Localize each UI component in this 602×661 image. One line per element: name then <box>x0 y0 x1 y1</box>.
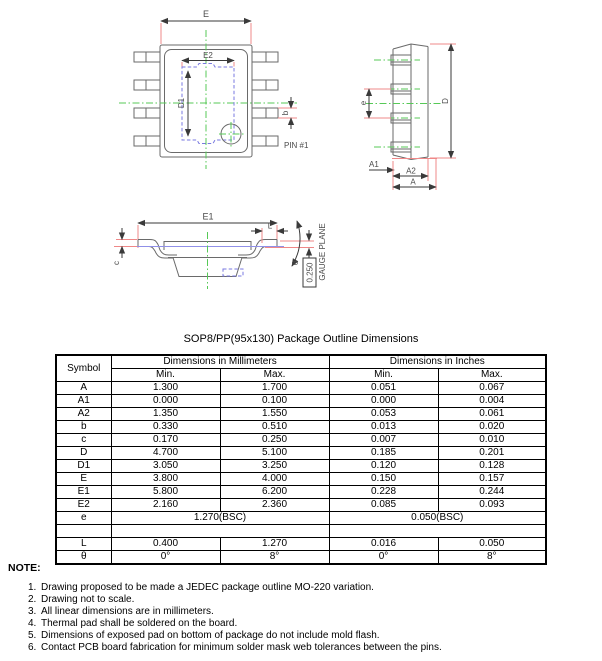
header-symbol: Symbol <box>56 355 111 382</box>
value-cell: 3.250 <box>220 460 329 473</box>
table-row <box>56 499 546 512</box>
header-in-max: Max. <box>438 369 546 382</box>
value-cell: 0.120 <box>329 460 438 473</box>
value-cell: 1.550 <box>220 408 329 421</box>
value-cell: 2.360 <box>220 499 329 512</box>
value-cell: 5.800 <box>111 486 220 499</box>
note-text: All linear dimensions are in millimeters. <box>41 606 214 617</box>
value-cell: 8° <box>220 551 329 565</box>
symbol-cell: E1 <box>56 486 111 499</box>
dim-label-L: L <box>267 221 273 231</box>
value-cell: 0.000 <box>111 395 220 408</box>
value-cell: 0.085 <box>329 499 438 512</box>
header-mm-max: Max. <box>220 369 329 382</box>
value-cell: 0.400 <box>111 538 220 551</box>
pin1-label: PIN #1 <box>284 141 309 150</box>
symbol-cell: e <box>56 512 111 525</box>
value-cell: 0.004 <box>438 395 546 408</box>
note-text: Contact PCB board fabrication for minimum solder mask web tolerances between the pins. <box>41 642 442 653</box>
value-cell: 0° <box>111 551 220 565</box>
dim-label-E2: E2 <box>203 51 213 60</box>
value-cell: 0.510 <box>220 421 329 434</box>
value-cell: 0.013 <box>329 421 438 434</box>
value-cell: 0° <box>329 551 438 565</box>
value-cell: 4.000 <box>220 473 329 486</box>
note-number: 6. <box>28 642 37 653</box>
page-title: SOP8/PP(95x130) Package Outline Dimensions <box>183 333 419 345</box>
value-cell: 0.228 <box>329 486 438 499</box>
value-cell: 1.350 <box>111 408 220 421</box>
value-cell: 0.053 <box>329 408 438 421</box>
note-item <box>28 594 594 606</box>
table-row <box>56 382 546 395</box>
spanned-value-cell: 0.050(BSC) <box>329 512 546 525</box>
note-text: Drawing not to scale. <box>41 594 135 605</box>
notes-list <box>28 582 594 654</box>
note-item <box>28 618 594 630</box>
value-cell: 0.170 <box>111 434 220 447</box>
side-view-drawing <box>359 44 456 190</box>
value-cell: 0.157 <box>438 473 546 486</box>
value-cell: 0.000 <box>329 395 438 408</box>
value-cell: 0.093 <box>438 499 546 512</box>
table-row <box>56 447 546 460</box>
exposed-pad-hint <box>223 269 243 276</box>
note-item <box>28 606 594 618</box>
table-row <box>56 512 546 525</box>
value-cell: 3.800 <box>111 473 220 486</box>
note-number: 2. <box>28 594 37 605</box>
table-row <box>56 538 546 551</box>
symbol-cell: E2 <box>56 499 111 512</box>
dim-label-c: c <box>112 261 121 265</box>
header-inches: Dimensions in Inches <box>329 355 546 369</box>
symbol-cell: A2 <box>56 408 111 421</box>
value-cell: 0.020 <box>438 421 546 434</box>
value-cell: 0.150 <box>329 473 438 486</box>
symbol-cell: A <box>56 382 111 395</box>
notes-heading: NOTE: <box>8 562 41 574</box>
note-text: Dimensions of exposed pad on bottom of package do not include mold flash. <box>41 630 380 641</box>
dim-label-b: b <box>281 110 290 116</box>
right-pins <box>252 52 278 146</box>
note-number: 5. <box>28 630 37 641</box>
symbol-cell: θ <box>56 551 111 565</box>
value-cell: 0.010 <box>438 434 546 447</box>
note-number: 3. <box>28 606 37 617</box>
front-view-drawing <box>112 212 327 290</box>
symbol-cell: c <box>56 434 111 447</box>
value-cell: 5.100 <box>220 447 329 460</box>
symbol-cell: D1 <box>56 460 111 473</box>
value-cell: 0.051 <box>329 382 438 395</box>
symbol-cell <box>56 525 111 538</box>
table-row <box>56 460 546 473</box>
symbol-cell: D <box>56 447 111 460</box>
note-item <box>28 630 594 642</box>
note-text: Drawing proposed to be made a JEDEC package outline MO-220 variation. <box>41 582 374 593</box>
value-cell: 0.185 <box>329 447 438 460</box>
table-row <box>56 408 546 421</box>
spanned-value-cell: 1.270(BSC) <box>111 512 329 525</box>
value-cell: 0.201 <box>438 447 546 460</box>
value-cell: 0.007 <box>329 434 438 447</box>
dim-label-E1: E1 <box>202 211 214 222</box>
note-text: Thermal pad shall be soldered on the board. <box>41 618 238 629</box>
value-cell: 1.300 <box>111 382 220 395</box>
note-item <box>28 642 594 654</box>
dimension-table-body <box>56 382 546 565</box>
symbol-cell: b <box>56 421 111 434</box>
value-cell: 0.050 <box>438 538 546 551</box>
top-view-drawing <box>119 9 309 169</box>
value-cell: 2.160 <box>111 499 220 512</box>
notes-section <box>8 562 596 653</box>
gauge-offset-label: 0.250 <box>305 262 315 283</box>
note-number: 4. <box>28 618 37 629</box>
table-row <box>56 473 546 486</box>
value-cell: 4.700 <box>111 447 220 460</box>
symbol-cell: L <box>56 538 111 551</box>
value-cell: 0.330 <box>111 421 220 434</box>
note-item <box>28 582 594 594</box>
table-row <box>56 395 546 408</box>
value-cell: 0.244 <box>438 486 546 499</box>
value-cell: 6.200 <box>220 486 329 499</box>
dim-label-e: e <box>359 100 368 106</box>
table-row <box>56 525 546 538</box>
dim-label-A: A <box>410 177 416 187</box>
value-cell: 0.067 <box>438 382 546 395</box>
symbol-cell: A1 <box>56 395 111 408</box>
table-row <box>56 486 546 499</box>
symbol-cell: E <box>56 473 111 486</box>
dim-label-D: D <box>441 98 450 104</box>
value-cell: 1.270 <box>220 538 329 551</box>
value-cell: 0.128 <box>438 460 546 473</box>
value-cell: 1.700 <box>220 382 329 395</box>
dim-label-theta: θ <box>291 260 300 266</box>
header-in-min: Min. <box>329 369 438 382</box>
dim-label-D1: D1 <box>177 97 186 109</box>
table-row <box>56 434 546 447</box>
table-row <box>56 421 546 434</box>
header-mm: Dimensions in Millimeters <box>111 355 329 369</box>
value-cell: 8° <box>438 551 546 565</box>
gauge-plane-label: GAUGE PLANE <box>318 223 327 281</box>
spanned-value-cell <box>329 525 546 538</box>
value-cell: 0.250 <box>220 434 329 447</box>
spanned-value-cell <box>111 525 329 538</box>
note-number: 1. <box>28 582 37 593</box>
value-cell: 0.016 <box>329 538 438 551</box>
dim-label-E: E <box>202 9 210 19</box>
dim-label-A1: A1 <box>369 160 379 169</box>
value-cell: 0.061 <box>438 408 546 421</box>
left-pins <box>134 52 160 146</box>
value-cell: 3.050 <box>111 460 220 473</box>
value-cell: 0.100 <box>220 395 329 408</box>
dim-label-A2: A2 <box>406 166 416 176</box>
dimensions-table <box>55 354 547 565</box>
header-mm-min: Min. <box>111 369 220 382</box>
